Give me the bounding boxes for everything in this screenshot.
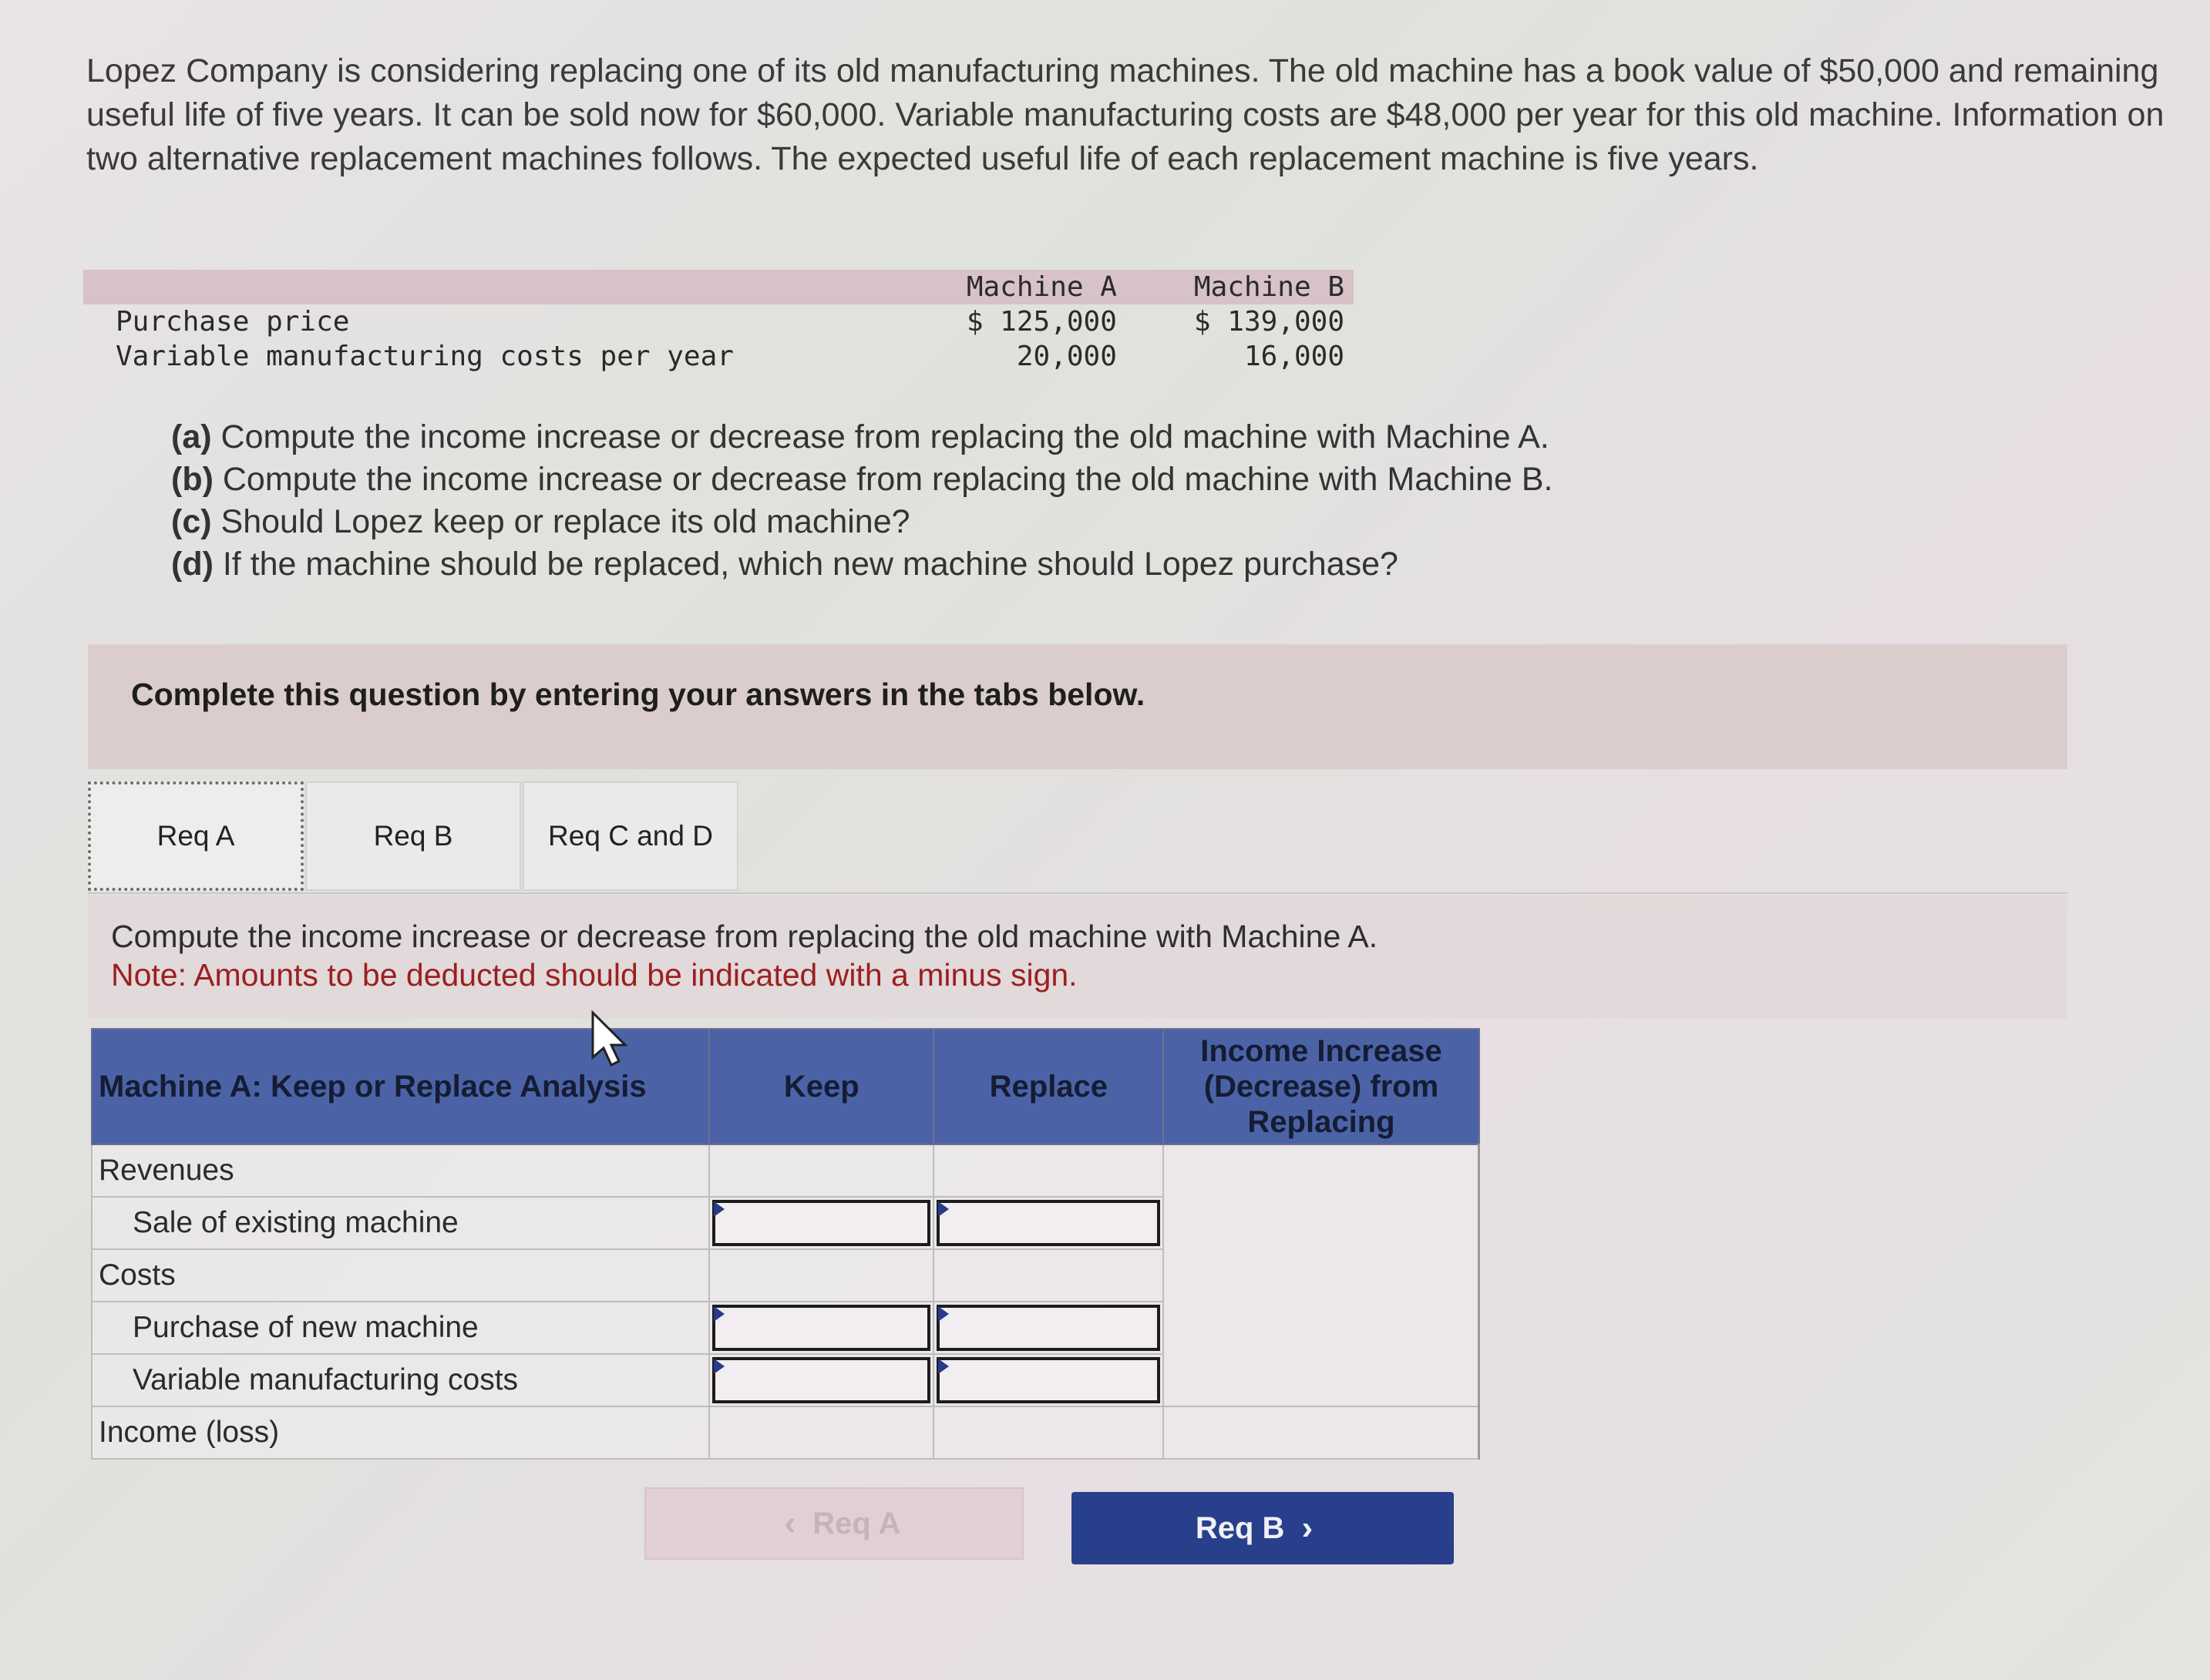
machine-info-table <box>83 270 1354 374</box>
instruction-text: Compute the income increase or decrease from replacing the old machine with Machine A. <box>111 919 1378 954</box>
value-variable-b: 16,000 <box>1243 341 1344 372</box>
label-variable-costs: Variable manufacturing costs per year <box>116 341 734 372</box>
next-label: Req B <box>1195 1510 1285 1545</box>
col-keep: Keep <box>709 1029 933 1144</box>
variable-replace-input[interactable] <box>937 1357 1160 1403</box>
tab-instructions <box>88 895 2067 1019</box>
requirement-d <box>171 543 1553 586</box>
cell-empty <box>709 1249 933 1302</box>
cell-income-keep <box>709 1406 933 1459</box>
value-purchase-b: $ 139,000 <box>1193 306 1344 338</box>
input-variable-keep[interactable] <box>709 1354 933 1406</box>
tab-req-a[interactable]: Req A <box>88 781 304 891</box>
requirements-list <box>171 416 1553 586</box>
row-label: Revenues <box>92 1144 709 1197</box>
row-label: Costs <box>92 1249 709 1302</box>
cell-empty <box>709 1144 933 1197</box>
variable-keep-input[interactable] <box>712 1357 930 1403</box>
header-blank <box>83 270 899 304</box>
row-label: Income (loss) <box>92 1406 709 1459</box>
input-sale-keep[interactable] <box>709 1197 933 1249</box>
header-machine-a: Machine A <box>899 270 1126 304</box>
chevron-right-icon: › <box>1301 1509 1314 1547</box>
problem-statement: Lopez Company is considering replacing one of its old manufacturing machines. The old machine has a book value of $50,000 and remaining useful life of five years. It can be sold now for $60,000. Variable manufacturing costs are $48,000 per year for this old machine. Information on two alternative replacement machines follows. The expected useful life of each replacement machine is five years. <box>86 52 2165 177</box>
req-tag: (a) <box>171 418 212 455</box>
prev-button[interactable] <box>644 1487 1024 1560</box>
cell-income-diff <box>1163 1406 1478 1459</box>
req-text: Compute the income increase or decrease from replacing the old machine with Machine A. <box>220 418 1549 455</box>
requirement-a <box>171 416 1553 459</box>
req-text: Compute the income increase or decrease from replacing the old machine with Machine B. <box>222 461 1553 498</box>
req-tag: (c) <box>171 503 212 540</box>
cell-empty <box>933 1249 1163 1302</box>
requirement-c <box>171 501 1553 543</box>
prev-label: Req A <box>812 1506 901 1541</box>
instructions-banner: Complete this question by entering your answers in the tabs below. <box>88 644 2067 769</box>
instruction-note: Note: Amounts to be deducted should be indicated with a minus sign. <box>111 957 1078 993</box>
row-purchase-price <box>83 304 1354 339</box>
purchase-keep-input[interactable] <box>712 1305 930 1351</box>
keep-replace-table <box>91 1028 1480 1460</box>
tab-bar <box>88 781 740 891</box>
chevron-left-icon: ‹ <box>784 1504 796 1542</box>
sale-keep-input[interactable] <box>712 1200 930 1246</box>
input-purchase-keep[interactable] <box>709 1302 933 1354</box>
req-text: Should Lopez keep or replace its old machine? <box>220 503 910 540</box>
req-text: If the machine should be replaced, which new machine should Lopez purchase? <box>222 546 1398 583</box>
row-label: Purchase of new machine <box>92 1302 709 1354</box>
req-tag: (b) <box>171 461 214 498</box>
input-sale-replace[interactable] <box>933 1197 1163 1249</box>
value-purchase-a: $ 125,000 <box>966 306 1117 338</box>
req-tag: (d) <box>171 546 214 583</box>
input-purchase-replace[interactable] <box>933 1302 1163 1354</box>
analysis-title: Machine A: Keep or Replace Analysis <box>92 1029 709 1144</box>
machine-table-header <box>83 270 1354 304</box>
purchase-replace-input[interactable] <box>937 1305 1160 1351</box>
tab-req-c-and-d[interactable]: Req C and D <box>523 781 738 891</box>
tab-req-b[interactable]: Req B <box>305 781 521 891</box>
col-replace: Replace <box>933 1029 1163 1144</box>
row-label: Sale of existing machine <box>92 1197 709 1249</box>
cell-diff-empty <box>1163 1144 1478 1406</box>
cell-empty <box>933 1144 1163 1197</box>
cell-income-replace <box>933 1406 1163 1459</box>
value-variable-a: 20,000 <box>1016 341 1117 372</box>
next-button[interactable] <box>1071 1492 1454 1564</box>
table-row <box>92 1406 1479 1459</box>
requirement-b <box>171 459 1553 501</box>
analysis-header-row <box>92 1029 1479 1144</box>
tab-divider <box>88 892 2067 894</box>
col-income-increase: Income Increase (Decrease) from Replacing <box>1163 1029 1478 1144</box>
label-purchase-price: Purchase price <box>116 306 350 338</box>
input-variable-replace[interactable] <box>933 1354 1163 1406</box>
header-machine-b: Machine B <box>1126 270 1354 304</box>
table-row <box>92 1144 1479 1197</box>
row-label: Variable manufacturing costs <box>92 1354 709 1406</box>
mouse-cursor-icon <box>590 1010 633 1068</box>
sale-replace-input[interactable] <box>937 1200 1160 1246</box>
row-variable-costs <box>83 339 1354 374</box>
